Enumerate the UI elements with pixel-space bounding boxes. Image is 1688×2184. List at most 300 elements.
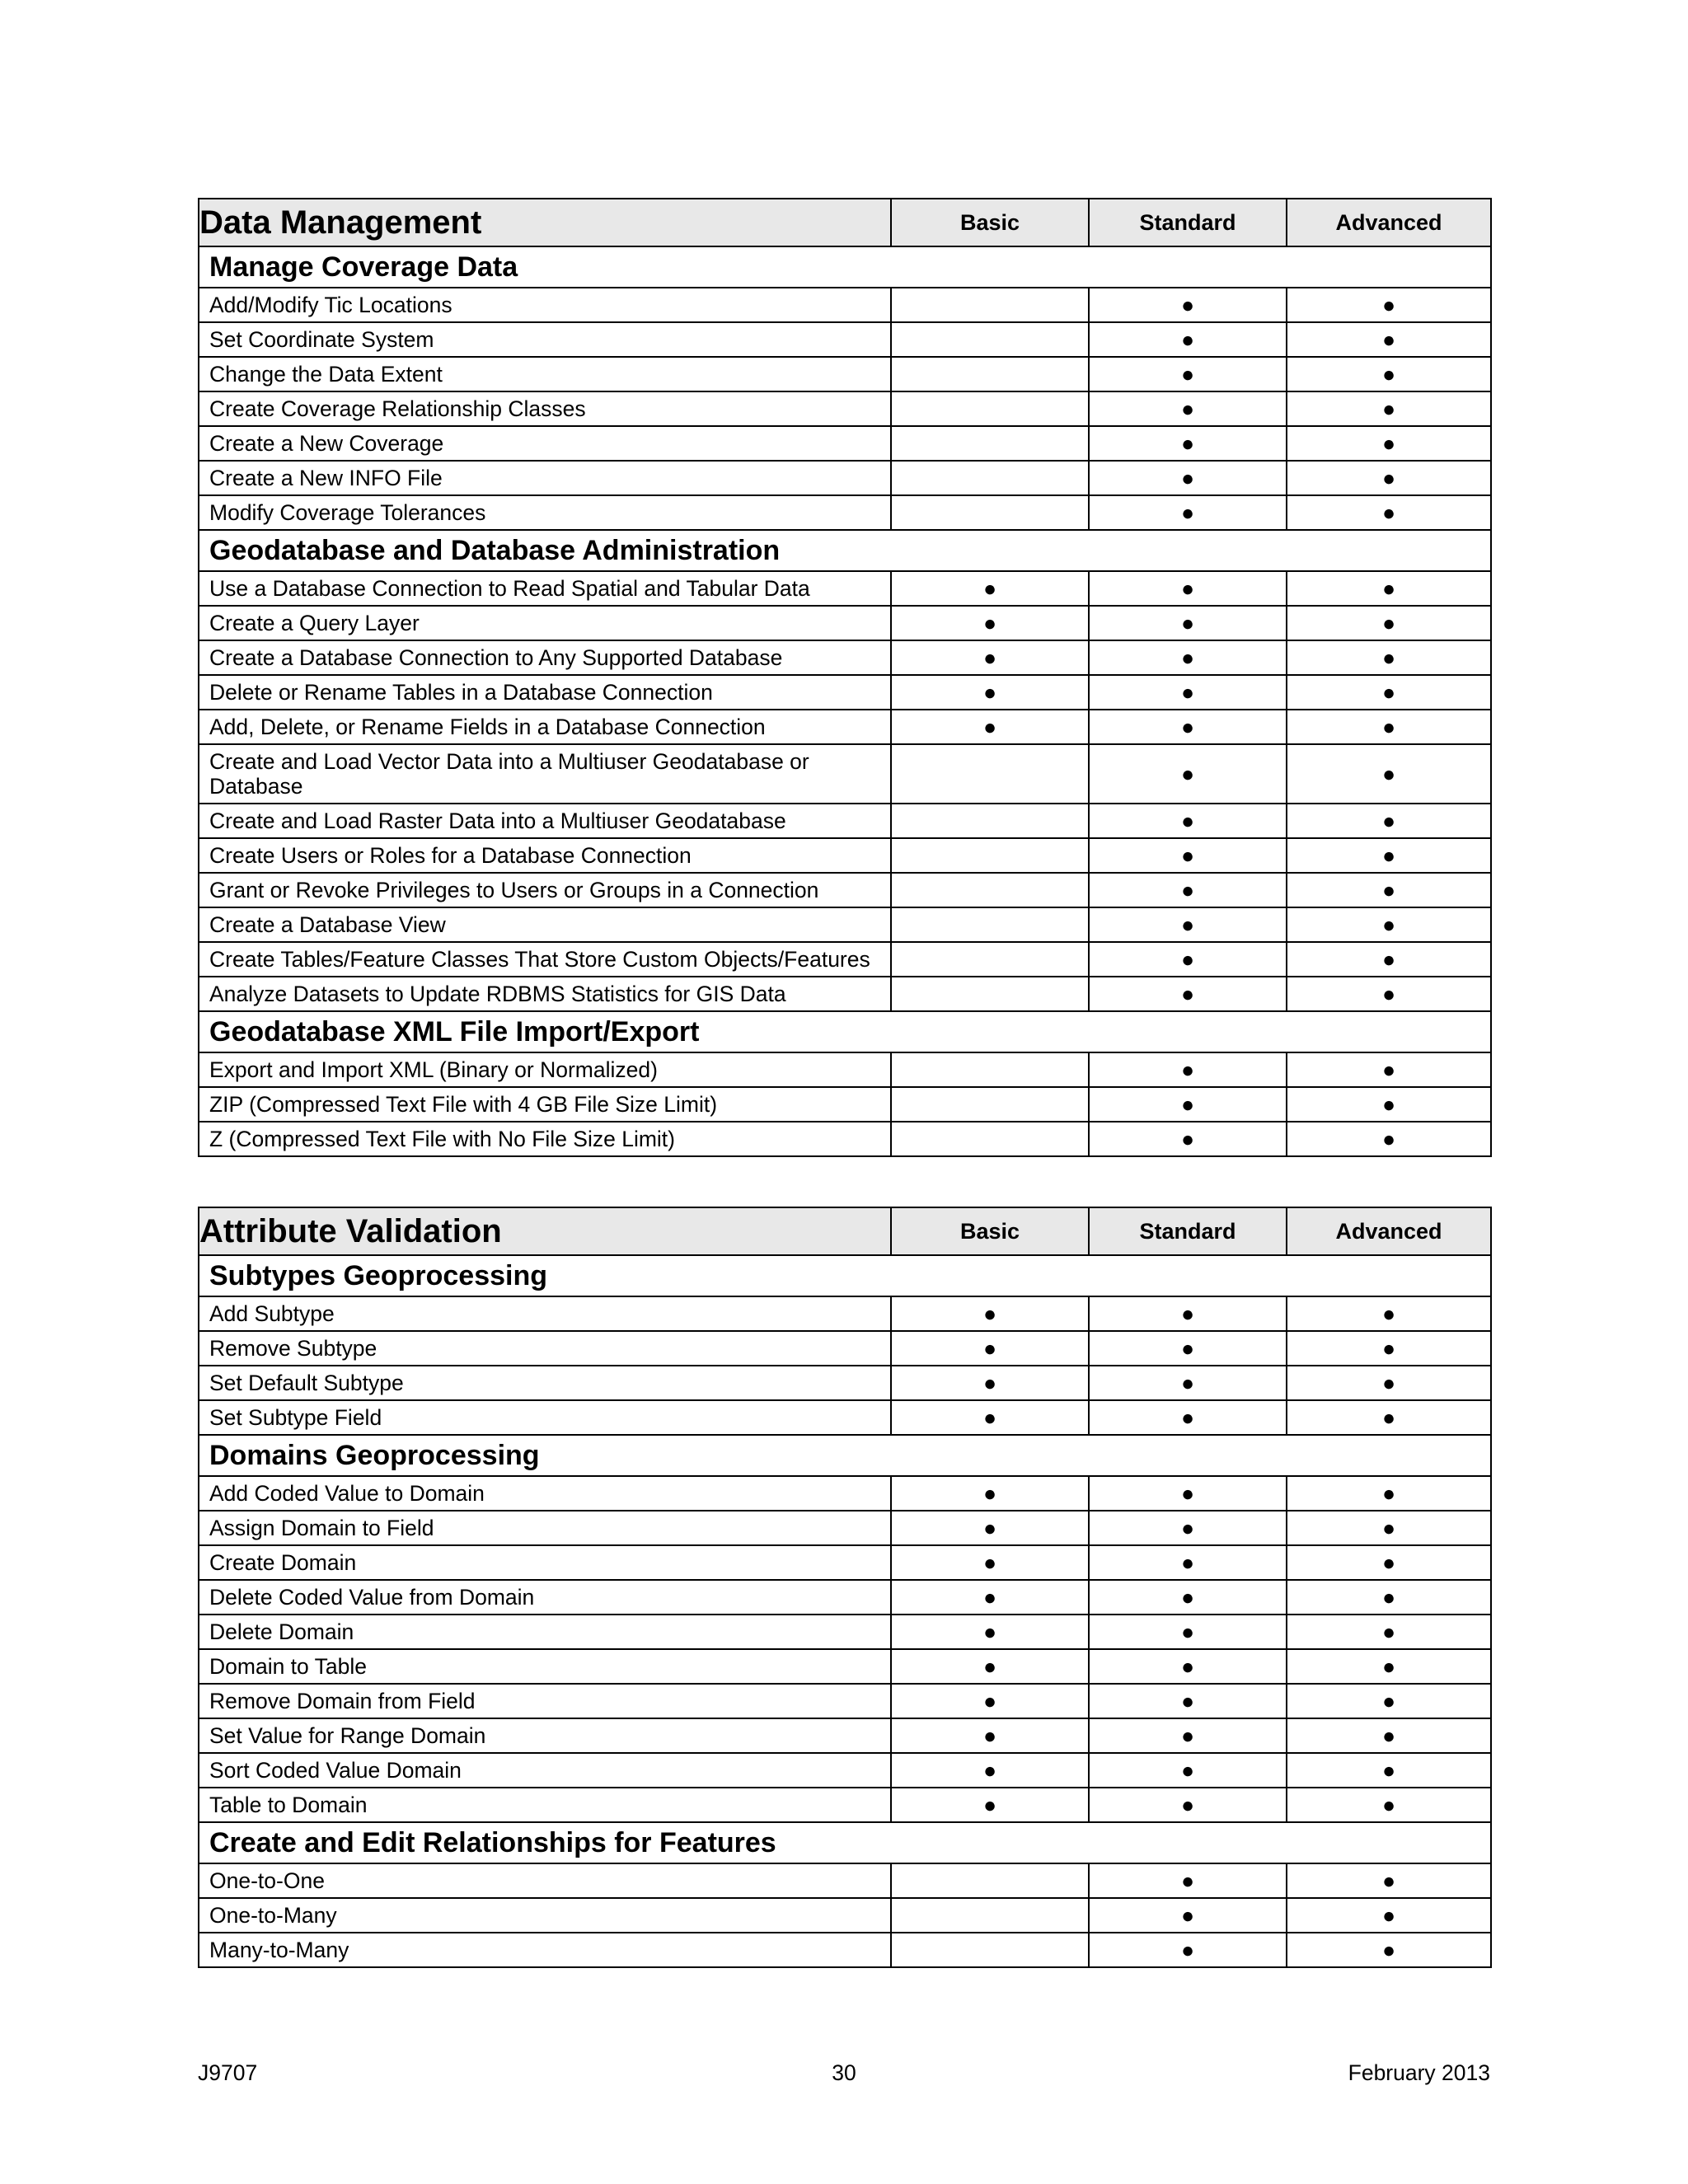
bullet-icon: ● bbox=[1180, 1757, 1194, 1783]
advanced-availability-cell bbox=[1287, 571, 1491, 606]
advanced-availability-cell bbox=[1287, 873, 1491, 907]
advanced-availability-cell bbox=[1287, 1400, 1491, 1435]
standard-availability-cell bbox=[1089, 1933, 1287, 1967]
advanced-availability-cell bbox=[1287, 1331, 1491, 1366]
basic-availability-cell bbox=[891, 1122, 1089, 1156]
column-header-basic: Basic bbox=[891, 1207, 1089, 1255]
bullet-icon: ● bbox=[1180, 361, 1194, 387]
bullet-icon: ● bbox=[1180, 714, 1194, 739]
standard-availability-cell bbox=[1089, 744, 1287, 804]
bullet-icon: ● bbox=[1180, 1792, 1194, 1817]
bullet-icon: ● bbox=[1381, 575, 1395, 601]
table-row bbox=[199, 744, 1491, 804]
advanced-availability-cell bbox=[1287, 1718, 1491, 1753]
bullet-icon: ● bbox=[982, 1370, 996, 1395]
standard-availability-cell bbox=[1089, 288, 1287, 322]
table-row bbox=[199, 322, 1491, 357]
bullet-icon: ● bbox=[1381, 1937, 1395, 1962]
bullet-icon: ● bbox=[982, 1688, 996, 1713]
table-row bbox=[199, 1580, 1491, 1615]
bullet-icon: ● bbox=[1381, 1335, 1395, 1361]
table-row bbox=[199, 1718, 1491, 1753]
advanced-availability-cell bbox=[1287, 1296, 1491, 1331]
advanced-availability-cell bbox=[1287, 1615, 1491, 1649]
bullet-icon: ● bbox=[1180, 1937, 1194, 1962]
basic-availability-cell bbox=[891, 1052, 1089, 1087]
standard-availability-cell bbox=[1089, 1898, 1287, 1933]
bullet-icon: ● bbox=[1180, 610, 1194, 635]
advanced-availability-cell bbox=[1287, 357, 1491, 391]
advanced-availability-cell bbox=[1287, 1545, 1491, 1580]
standard-availability-cell bbox=[1089, 977, 1287, 1011]
bullet-icon: ● bbox=[982, 644, 996, 670]
standard-availability-cell bbox=[1089, 1087, 1287, 1122]
bullet-icon: ● bbox=[982, 1722, 996, 1748]
basic-availability-cell bbox=[891, 838, 1089, 873]
basic-availability-cell bbox=[891, 907, 1089, 942]
feature-label: Add, Delete, or Rename Fields in a Database Connection bbox=[199, 710, 891, 744]
standard-availability-cell bbox=[1089, 1863, 1287, 1898]
table-row bbox=[199, 1863, 1491, 1898]
document-date: February 2013 bbox=[1348, 2060, 1490, 2085]
table-row bbox=[199, 461, 1491, 495]
column-header-basic: Basic bbox=[891, 199, 1089, 246]
basic-availability-cell bbox=[891, 426, 1089, 461]
advanced-availability-cell bbox=[1287, 606, 1491, 640]
standard-availability-cell bbox=[1089, 907, 1287, 942]
table-row bbox=[199, 838, 1491, 873]
bullet-icon: ● bbox=[1180, 1688, 1194, 1713]
standard-availability-cell bbox=[1089, 1788, 1287, 1822]
basic-availability-cell bbox=[891, 942, 1089, 977]
bullet-icon: ● bbox=[1381, 714, 1395, 739]
bullet-icon: ● bbox=[1180, 679, 1194, 705]
bullet-icon: ● bbox=[1180, 1868, 1194, 1893]
bullet-icon: ● bbox=[1381, 1688, 1395, 1713]
table-row bbox=[199, 357, 1491, 391]
standard-availability-cell bbox=[1089, 1296, 1287, 1331]
table-body bbox=[199, 1255, 1491, 1967]
table-row bbox=[199, 804, 1491, 838]
basic-availability-cell bbox=[891, 1511, 1089, 1545]
section-header-row bbox=[199, 1011, 1491, 1052]
document-id: J9707 bbox=[198, 2060, 258, 2085]
advanced-availability-cell bbox=[1287, 710, 1491, 744]
bullet-icon: ● bbox=[1381, 644, 1395, 670]
feature-label: Set Subtype Field bbox=[199, 1400, 891, 1435]
feature-label: Add Subtype bbox=[199, 1296, 891, 1331]
basic-availability-cell bbox=[891, 675, 1089, 710]
basic-availability-cell bbox=[891, 1400, 1089, 1435]
table-row bbox=[199, 977, 1491, 1011]
table-row bbox=[199, 1511, 1491, 1545]
bullet-icon: ● bbox=[1180, 1722, 1194, 1748]
standard-availability-cell bbox=[1089, 1366, 1287, 1400]
feature-label: Domain to Table bbox=[199, 1649, 891, 1684]
advanced-availability-cell bbox=[1287, 288, 1491, 322]
bullet-icon: ● bbox=[1180, 644, 1194, 670]
basic-availability-cell bbox=[891, 357, 1089, 391]
bullet-icon: ● bbox=[1381, 946, 1395, 972]
bullet-icon: ● bbox=[1180, 430, 1194, 456]
bullet-icon: ● bbox=[1180, 1902, 1194, 1928]
standard-availability-cell bbox=[1089, 1545, 1287, 1580]
feature-label: Create Users or Roles for a Database Connection bbox=[199, 838, 891, 873]
table-row bbox=[199, 1933, 1491, 1967]
feature-label: Export and Import XML (Binary or Normalized) bbox=[199, 1052, 891, 1087]
table-row bbox=[199, 942, 1491, 977]
bullet-icon: ● bbox=[982, 714, 996, 739]
table-row bbox=[199, 391, 1491, 426]
feature-label: Create a Query Layer bbox=[199, 606, 891, 640]
advanced-availability-cell bbox=[1287, 322, 1491, 357]
data-management-table bbox=[198, 198, 1492, 1157]
bullet-icon: ● bbox=[1180, 575, 1194, 601]
bullet-icon: ● bbox=[1381, 1126, 1395, 1151]
basic-availability-cell bbox=[891, 288, 1089, 322]
advanced-availability-cell bbox=[1287, 907, 1491, 942]
basic-availability-cell bbox=[891, 1296, 1089, 1331]
standard-availability-cell bbox=[1089, 1511, 1287, 1545]
advanced-availability-cell bbox=[1287, 1788, 1491, 1822]
page-number: 30 bbox=[832, 2060, 856, 2085]
standard-availability-cell bbox=[1089, 1684, 1287, 1718]
standard-availability-cell bbox=[1089, 1649, 1287, 1684]
bullet-icon: ● bbox=[1180, 842, 1194, 868]
bullet-icon: ● bbox=[1180, 1619, 1194, 1644]
table-row bbox=[199, 1122, 1491, 1156]
bullet-icon: ● bbox=[1180, 1335, 1194, 1361]
bullet-icon: ● bbox=[1180, 326, 1194, 352]
feature-label: Remove Domain from Field bbox=[199, 1684, 891, 1718]
bullet-icon: ● bbox=[982, 1480, 996, 1506]
feature-label: Create Tables/Feature Classes That Store Custom Objects/Features bbox=[199, 942, 891, 977]
feature-label: Create Coverage Relationship Classes bbox=[199, 391, 891, 426]
basic-availability-cell bbox=[891, 1863, 1089, 1898]
table-row bbox=[199, 1476, 1491, 1511]
basic-availability-cell bbox=[891, 391, 1089, 426]
standard-availability-cell bbox=[1089, 1400, 1287, 1435]
bullet-icon: ● bbox=[1381, 1301, 1395, 1326]
bullet-icon: ● bbox=[1381, 1757, 1395, 1783]
bullet-icon: ● bbox=[1381, 1722, 1395, 1748]
bullet-icon: ● bbox=[1381, 1792, 1395, 1817]
feature-label: Change the Data Extent bbox=[199, 357, 891, 391]
table-body bbox=[199, 246, 1491, 1156]
basic-availability-cell bbox=[891, 571, 1089, 606]
bullet-icon: ● bbox=[1180, 808, 1194, 833]
basic-availability-cell bbox=[891, 1331, 1089, 1366]
bullet-icon: ● bbox=[1180, 292, 1194, 317]
bullet-icon: ● bbox=[982, 1757, 996, 1783]
bullet-icon: ● bbox=[1381, 981, 1395, 1006]
advanced-availability-cell bbox=[1287, 461, 1491, 495]
standard-availability-cell bbox=[1089, 357, 1287, 391]
advanced-availability-cell bbox=[1287, 1753, 1491, 1788]
standard-availability-cell bbox=[1089, 1331, 1287, 1366]
feature-label: Create a Database Connection to Any Supported Database bbox=[199, 640, 891, 675]
standard-availability-cell bbox=[1089, 1122, 1287, 1156]
advanced-availability-cell bbox=[1287, 1580, 1491, 1615]
feature-label: Create and Load Vector Data into a Multiuser Geodatabase or Database bbox=[199, 744, 891, 804]
advanced-availability-cell bbox=[1287, 1476, 1491, 1511]
bullet-icon: ● bbox=[1180, 912, 1194, 937]
feature-label: Add Coded Value to Domain bbox=[199, 1476, 891, 1511]
bullet-icon: ● bbox=[982, 1515, 996, 1540]
feature-label: Add/Modify Tic Locations bbox=[199, 288, 891, 322]
bullet-icon: ● bbox=[1381, 610, 1395, 635]
standard-availability-cell bbox=[1089, 710, 1287, 744]
basic-availability-cell bbox=[891, 804, 1089, 838]
bullet-icon: ● bbox=[1381, 1370, 1395, 1395]
advanced-availability-cell bbox=[1287, 426, 1491, 461]
advanced-availability-cell bbox=[1287, 977, 1491, 1011]
bullet-icon: ● bbox=[982, 1792, 996, 1817]
bullet-icon: ● bbox=[982, 575, 996, 601]
bullet-icon: ● bbox=[1381, 292, 1395, 317]
table-row bbox=[199, 571, 1491, 606]
bullet-icon: ● bbox=[1381, 499, 1395, 525]
table-title: Data Management bbox=[199, 199, 891, 246]
table-row bbox=[199, 1331, 1491, 1366]
advanced-availability-cell bbox=[1287, 1052, 1491, 1087]
standard-availability-cell bbox=[1089, 322, 1287, 357]
bullet-icon: ● bbox=[1180, 761, 1194, 786]
advanced-availability-cell bbox=[1287, 838, 1491, 873]
table-row bbox=[199, 1753, 1491, 1788]
bullet-icon: ● bbox=[1381, 1619, 1395, 1644]
feature-label: Modify Coverage Tolerances bbox=[199, 495, 891, 530]
table-title: Attribute Validation bbox=[199, 1207, 891, 1255]
advanced-availability-cell bbox=[1287, 1898, 1491, 1933]
bullet-icon: ● bbox=[1381, 396, 1395, 421]
advanced-availability-cell bbox=[1287, 495, 1491, 530]
feature-label: Set Default Subtype bbox=[199, 1366, 891, 1400]
bullet-icon: ● bbox=[1381, 1057, 1395, 1082]
column-header-standard: Standard bbox=[1089, 1207, 1287, 1255]
feature-label: Use a Database Connection to Read Spatial and Tabular Data bbox=[199, 571, 891, 606]
section-heading: Create and Edit Relationships for Features bbox=[199, 1822, 1491, 1863]
basic-availability-cell bbox=[891, 1476, 1089, 1511]
table-row bbox=[199, 1649, 1491, 1684]
bullet-icon: ● bbox=[1381, 877, 1395, 902]
feature-label: Many-to-Many bbox=[199, 1933, 891, 1967]
advanced-availability-cell bbox=[1287, 804, 1491, 838]
table-row bbox=[199, 710, 1491, 744]
bullet-icon: ● bbox=[1180, 1057, 1194, 1082]
basic-availability-cell bbox=[891, 744, 1089, 804]
feature-label: Delete or Rename Tables in a Database Connection bbox=[199, 675, 891, 710]
table-row bbox=[199, 606, 1491, 640]
bullet-icon: ● bbox=[1381, 465, 1395, 490]
column-header-standard: Standard bbox=[1089, 199, 1287, 246]
basic-availability-cell bbox=[891, 1898, 1089, 1933]
basic-availability-cell bbox=[891, 1366, 1089, 1400]
standard-availability-cell bbox=[1089, 804, 1287, 838]
standard-availability-cell bbox=[1089, 838, 1287, 873]
bullet-icon: ● bbox=[1381, 912, 1395, 937]
bullet-icon: ● bbox=[1381, 1902, 1395, 1928]
table-row bbox=[199, 1296, 1491, 1331]
table-row bbox=[199, 1684, 1491, 1718]
basic-availability-cell bbox=[891, 640, 1089, 675]
feature-label: Delete Domain bbox=[199, 1615, 891, 1649]
table-row bbox=[199, 1545, 1491, 1580]
feature-label: Analyze Datasets to Update RDBMS Statistics for GIS Data bbox=[199, 977, 891, 1011]
standard-availability-cell bbox=[1089, 391, 1287, 426]
feature-label: Delete Coded Value from Domain bbox=[199, 1580, 891, 1615]
section-header-row bbox=[199, 1255, 1491, 1296]
bullet-icon: ● bbox=[1180, 1301, 1194, 1326]
column-header-advanced: Advanced bbox=[1287, 199, 1491, 246]
table-row bbox=[199, 907, 1491, 942]
basic-availability-cell bbox=[891, 1718, 1089, 1753]
basic-availability-cell bbox=[891, 1933, 1089, 1967]
bullet-icon: ● bbox=[1180, 1126, 1194, 1151]
standard-availability-cell bbox=[1089, 495, 1287, 530]
bullet-icon: ● bbox=[1180, 946, 1194, 972]
bullet-icon: ● bbox=[982, 1301, 996, 1326]
section-heading: Geodatabase XML File Import/Export bbox=[199, 1011, 1491, 1052]
advanced-availability-cell bbox=[1287, 1649, 1491, 1684]
feature-label: Create a New INFO File bbox=[199, 461, 891, 495]
bullet-icon: ● bbox=[1180, 396, 1194, 421]
bullet-icon: ● bbox=[1381, 430, 1395, 456]
bullet-icon: ● bbox=[1381, 842, 1395, 868]
advanced-availability-cell bbox=[1287, 1684, 1491, 1718]
bullet-icon: ● bbox=[1180, 877, 1194, 902]
standard-availability-cell bbox=[1089, 426, 1287, 461]
bullet-icon: ● bbox=[1381, 679, 1395, 705]
basic-availability-cell bbox=[891, 1753, 1089, 1788]
bullet-icon: ● bbox=[1381, 1868, 1395, 1893]
feature-label: Sort Coded Value Domain bbox=[199, 1753, 891, 1788]
table-row bbox=[199, 1788, 1491, 1822]
bullet-icon: ● bbox=[1180, 1515, 1194, 1540]
section-header-row bbox=[199, 1435, 1491, 1476]
advanced-availability-cell bbox=[1287, 1087, 1491, 1122]
basic-availability-cell bbox=[891, 873, 1089, 907]
feature-label: ZIP (Compressed Text File with 4 GB File Size Limit) bbox=[199, 1087, 891, 1122]
bullet-icon: ● bbox=[1381, 1091, 1395, 1117]
bullet-icon: ● bbox=[1180, 1549, 1194, 1575]
table-row bbox=[199, 640, 1491, 675]
bullet-icon: ● bbox=[1180, 465, 1194, 490]
table-row bbox=[199, 1052, 1491, 1087]
standard-availability-cell bbox=[1089, 1476, 1287, 1511]
standard-availability-cell bbox=[1089, 873, 1287, 907]
table-row bbox=[199, 1087, 1491, 1122]
basic-availability-cell bbox=[891, 977, 1089, 1011]
bullet-icon: ● bbox=[1381, 361, 1395, 387]
standard-availability-cell bbox=[1089, 1718, 1287, 1753]
basic-availability-cell bbox=[891, 1087, 1089, 1122]
feature-label: Set Value for Range Domain bbox=[199, 1718, 891, 1753]
table-row bbox=[199, 675, 1491, 710]
bullet-icon: ● bbox=[982, 1404, 996, 1430]
feature-label: Set Coordinate System bbox=[199, 322, 891, 357]
basic-availability-cell bbox=[891, 461, 1089, 495]
bullet-icon: ● bbox=[982, 610, 996, 635]
bullet-icon: ● bbox=[1180, 1370, 1194, 1395]
section-heading: Subtypes Geoprocessing bbox=[199, 1255, 1491, 1296]
table-row bbox=[199, 1400, 1491, 1435]
advanced-availability-cell bbox=[1287, 744, 1491, 804]
feature-label: Assign Domain to Field bbox=[199, 1511, 891, 1545]
advanced-availability-cell bbox=[1287, 391, 1491, 426]
basic-availability-cell bbox=[891, 1615, 1089, 1649]
basic-availability-cell bbox=[891, 1788, 1089, 1822]
basic-availability-cell bbox=[891, 322, 1089, 357]
standard-availability-cell bbox=[1089, 675, 1287, 710]
bullet-icon: ● bbox=[1180, 981, 1194, 1006]
basic-availability-cell bbox=[891, 710, 1089, 744]
bullet-icon: ● bbox=[1381, 1584, 1395, 1610]
advanced-availability-cell bbox=[1287, 1863, 1491, 1898]
table-row bbox=[199, 426, 1491, 461]
standard-availability-cell bbox=[1089, 571, 1287, 606]
section-header-row bbox=[199, 246, 1491, 288]
bullet-icon: ● bbox=[982, 1653, 996, 1679]
standard-availability-cell bbox=[1089, 461, 1287, 495]
feature-label: Create a Database View bbox=[199, 907, 891, 942]
bullet-icon: ● bbox=[982, 1549, 996, 1575]
bullet-icon: ● bbox=[1180, 1653, 1194, 1679]
feature-label: Create and Load Raster Data into a Multiuser Geodatabase bbox=[199, 804, 891, 838]
standard-availability-cell bbox=[1089, 1580, 1287, 1615]
table-row bbox=[199, 1615, 1491, 1649]
bullet-icon: ● bbox=[1381, 808, 1395, 833]
bullet-icon: ● bbox=[1381, 1480, 1395, 1506]
table-row bbox=[199, 1898, 1491, 1933]
basic-availability-cell bbox=[891, 1684, 1089, 1718]
bullet-icon: ● bbox=[1180, 1480, 1194, 1506]
bullet-icon: ● bbox=[982, 1619, 996, 1644]
feature-label: Grant or Revoke Privileges to Users or Groups in a Connection bbox=[199, 873, 891, 907]
advanced-availability-cell bbox=[1287, 675, 1491, 710]
advanced-availability-cell bbox=[1287, 640, 1491, 675]
feature-label: One-to-One bbox=[199, 1863, 891, 1898]
bullet-icon: ● bbox=[982, 679, 996, 705]
bullet-icon: ● bbox=[1381, 1549, 1395, 1575]
column-header-advanced: Advanced bbox=[1287, 1207, 1491, 1255]
section-header-row bbox=[199, 1822, 1491, 1863]
bullet-icon: ● bbox=[1180, 1404, 1194, 1430]
basic-availability-cell bbox=[891, 606, 1089, 640]
section-header-row bbox=[199, 530, 1491, 571]
standard-availability-cell bbox=[1089, 942, 1287, 977]
bullet-icon: ● bbox=[1381, 1404, 1395, 1430]
standard-availability-cell bbox=[1089, 1615, 1287, 1649]
basic-availability-cell bbox=[891, 1580, 1089, 1615]
bullet-icon: ● bbox=[1381, 1653, 1395, 1679]
table-row bbox=[199, 1366, 1491, 1400]
bullet-icon: ● bbox=[1381, 1515, 1395, 1540]
table-header-row bbox=[199, 1207, 1491, 1255]
standard-availability-cell bbox=[1089, 1052, 1287, 1087]
basic-availability-cell bbox=[891, 495, 1089, 530]
feature-label: Remove Subtype bbox=[199, 1331, 891, 1366]
bullet-icon: ● bbox=[1180, 1091, 1194, 1117]
advanced-availability-cell bbox=[1287, 1122, 1491, 1156]
bullet-icon: ● bbox=[1180, 499, 1194, 525]
advanced-availability-cell bbox=[1287, 942, 1491, 977]
bullet-icon: ● bbox=[982, 1584, 996, 1610]
bullet-icon: ● bbox=[1381, 326, 1395, 352]
feature-label: Table to Domain bbox=[199, 1788, 891, 1822]
feature-label: Create Domain bbox=[199, 1545, 891, 1580]
table-row bbox=[199, 873, 1491, 907]
